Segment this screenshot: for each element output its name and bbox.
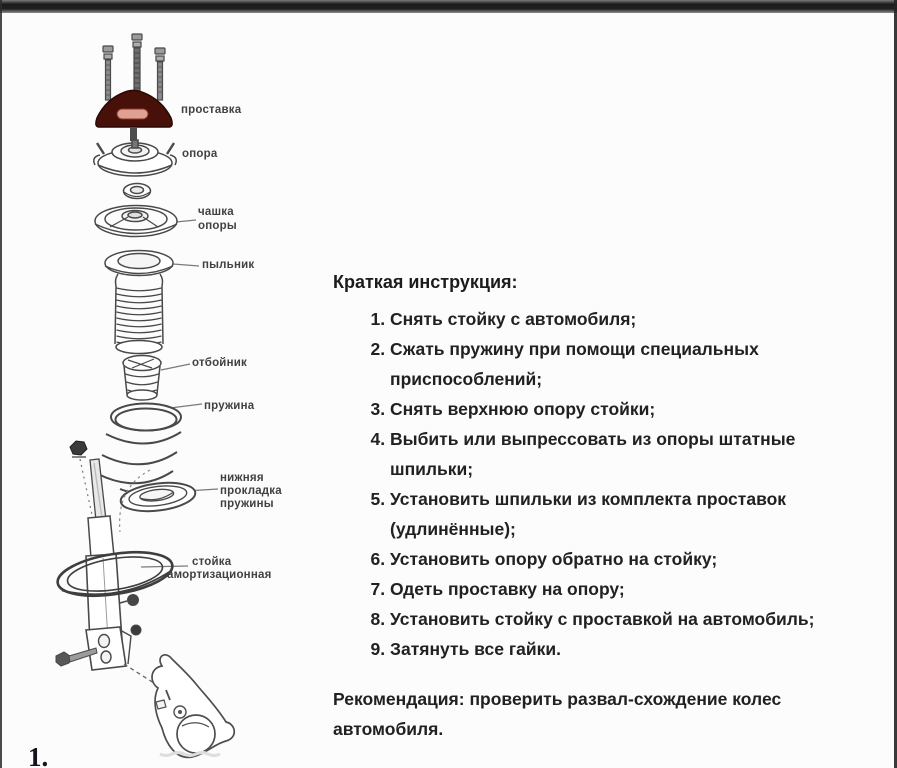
recommendation-line-line: Рекомендация: проверить развал-схождение колес	[333, 689, 782, 709]
bearing-part	[124, 184, 151, 199]
lower-spring-pad-part	[119, 479, 197, 515]
instructions-list	[333, 304, 858, 664]
bump-stop-part	[123, 356, 161, 401]
instruction-item-line: шпильки;	[390, 459, 474, 479]
instruction-item-line: (удлинённые);	[390, 519, 516, 539]
part-label-spring: пружина	[204, 400, 255, 412]
steering-knuckle-part	[152, 655, 234, 758]
instruction-item-line: 2. Сжать пружину при помощи специальных	[390, 339, 759, 359]
instruction-item	[390, 574, 858, 604]
instruction-item-line: 1. Снять стойку с автомобиля;	[390, 309, 637, 329]
instruction-item	[390, 304, 858, 334]
instruction-item-line: 4. Выбить или выпрессовать из опоры штатные	[390, 429, 796, 449]
instruction-item-line: 5. Установить шпильки из комплекта проставок	[390, 489, 787, 509]
part-label-line: нижняя	[220, 472, 264, 484]
part-label-mount: опора	[182, 148, 218, 160]
part-label-line: амортизационная	[167, 569, 272, 581]
strut-body-part	[70, 441, 150, 643]
part-label-spacer: проставка	[181, 104, 242, 116]
part-label-mount-cup	[198, 206, 237, 233]
instruction-item	[390, 604, 858, 634]
mount-cup-part	[95, 206, 177, 237]
part-label-line: пружины	[220, 498, 274, 510]
instructions-block	[333, 271, 858, 664]
instruction-item	[390, 634, 858, 664]
mount-part	[94, 140, 176, 176]
instruction-item	[390, 334, 858, 394]
instruction-item-line: 8. Установить стойку с проставкой на автомобиль;	[390, 609, 815, 629]
instruction-item	[390, 424, 858, 484]
recommendation-line	[333, 714, 868, 744]
strut-exploded-diagram	[0, 0, 332, 768]
instruction-item-line: 6. Установить опору обратно на стойку;	[390, 549, 718, 569]
part-label-line: опоры	[198, 219, 237, 232]
recommendation-note	[333, 684, 868, 744]
instructions-title: Краткая инструкция:	[333, 272, 518, 292]
dust-boot-part	[105, 251, 173, 354]
instruction-item-line: приспособлений;	[390, 369, 543, 389]
spring-part	[98, 404, 181, 494]
recommendation-line	[333, 684, 868, 714]
part-label-line: чашка	[198, 206, 234, 218]
instruction-item	[390, 484, 858, 544]
recommendation-line-line: автомобиля.	[333, 719, 444, 739]
part-label-line: прокладка	[220, 485, 282, 497]
part-label-strut	[167, 556, 271, 582]
strut-diagram-drawing	[0, 0, 330, 768]
instruction-item-line: 9. Затянуть все гайки.	[390, 639, 561, 659]
instruction-item	[390, 394, 858, 424]
page-number: 1.	[28, 742, 49, 768]
part-label-bump-stop: отбойник	[192, 357, 247, 369]
part-label-dust-boot: пыльник	[202, 259, 255, 271]
part-label-lower-spring-pad	[220, 472, 282, 511]
instruction-item-line: 3. Снять верхнюю опору стойки;	[390, 399, 656, 419]
part-label-line: стойка	[192, 556, 232, 568]
instruction-item	[390, 544, 858, 574]
instruction-item-line: 7. Одеть проставку на опору;	[390, 579, 625, 599]
